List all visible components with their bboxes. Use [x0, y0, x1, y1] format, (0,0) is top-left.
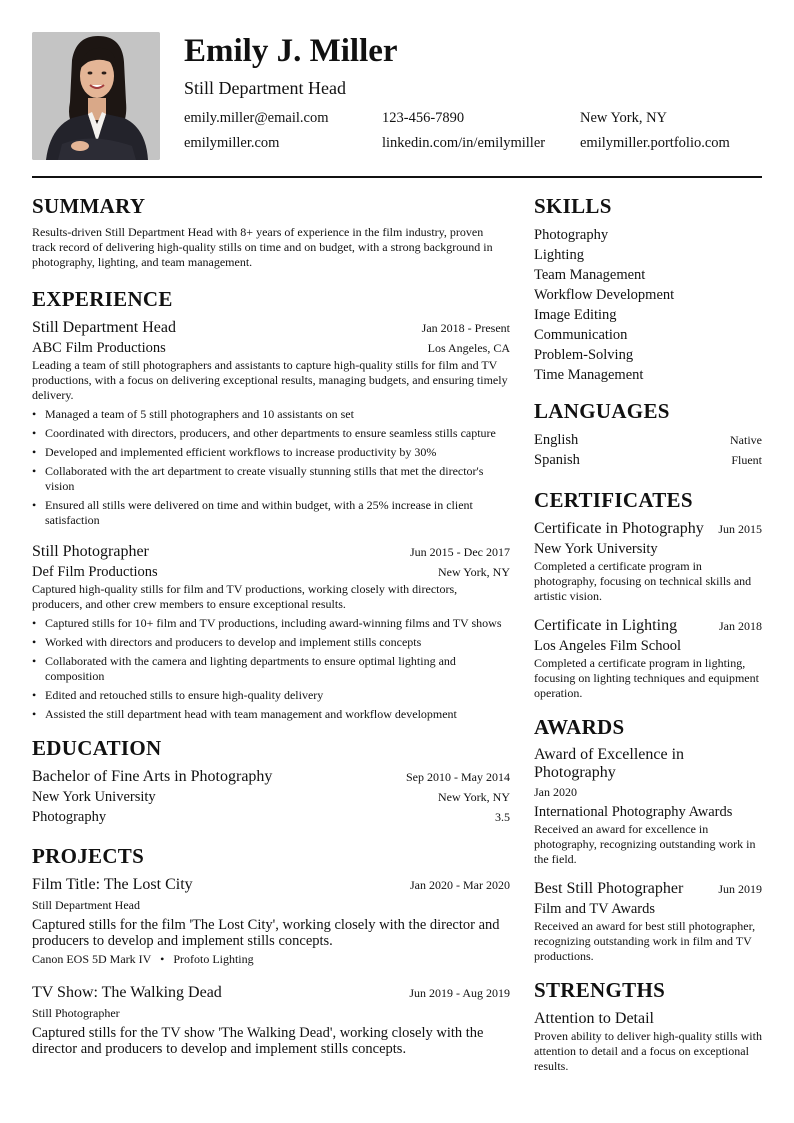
- list-item: • Worked with directors and producers to develop and implement stills concepts: [32, 635, 510, 650]
- certificate-description: Completed a certificate program in lighting, focusing on lighting techniques and equipment operation.: [534, 656, 759, 700]
- portfolio-link[interactable]: emilymiller.portfolio.com: [580, 135, 730, 151]
- list-item: • Developed and implemented efficient workflows to increase productivity by 30%: [32, 445, 510, 460]
- certificate-date: Jan 2018: [719, 619, 762, 633]
- skill-item: Lighting: [534, 247, 584, 263]
- website-link[interactable]: emilymiller.com: [184, 135, 280, 151]
- candidate-name: Emily J. Miller: [184, 33, 398, 69]
- certificate-issuer: New York University: [534, 541, 658, 557]
- award-description: Received an award for excellence in photography, recognizing outstanding work in the field.: [534, 822, 756, 866]
- strengths-heading: STRENGTHS: [534, 978, 666, 1002]
- job-location: New York, NY: [437, 565, 510, 579]
- skills-heading: SKILLS: [534, 194, 612, 218]
- experience-heading: EXPERIENCE: [32, 287, 173, 311]
- languages-section: [534, 399, 762, 470]
- job-location: Los Angeles, CA: [427, 341, 510, 355]
- project-description: Captured stills for the TV show 'The Walking Dead', working closely with the director and producers to develop and implement stills concepts.: [32, 1025, 484, 1057]
- certificates-section: [534, 488, 762, 701]
- tool-tag: Canon EOS 5D Mark IV: [32, 952, 152, 966]
- job-company: ABC Film Productions: [32, 340, 166, 356]
- job-bullets: [32, 616, 510, 722]
- award-item: [534, 746, 762, 867]
- separator-dot: •: [154, 952, 171, 966]
- project-dates: Jan 2020 - Mar 2020: [410, 878, 510, 892]
- language-item: [534, 450, 762, 470]
- email-link[interactable]: emily.miller@email.com: [184, 110, 329, 126]
- skill-item: Time Management: [534, 367, 644, 383]
- resume-header: [32, 32, 762, 160]
- project-item: [32, 983, 510, 1057]
- job-dates: Jan 2018 - Present: [421, 321, 510, 335]
- award-name: Award of Excellence in Photography: [534, 746, 685, 781]
- award-name: Best Still Photographer: [534, 880, 684, 897]
- certificate-name: Certificate in Lighting: [534, 617, 678, 634]
- job-dates: Jun 2015 - Dec 2017: [410, 545, 510, 559]
- job-description: Leading a team of still photographers and assistants to capture high-quality stills for film and TV productions, with a focus on delivering exceptional results, managing budgets, and ensuring timely delivery.: [32, 358, 508, 402]
- award-issuer: International Photography Awards: [534, 804, 733, 820]
- project-role: Still Department Head: [32, 898, 140, 912]
- project-role: Still Photographer: [32, 1006, 120, 1020]
- list-item: • Captured stills for 10+ film and TV productions, including award-winning films and TV shows: [32, 616, 510, 631]
- phone-number: 123-456-7890: [382, 110, 465, 126]
- certificate-name: Certificate in Photography: [534, 520, 704, 537]
- skill-item: Problem-Solving: [534, 347, 634, 363]
- skill-item: Communication: [534, 327, 628, 343]
- certificate-date: Jun 2015: [718, 522, 762, 536]
- degree-title: Bachelor of Fine Arts in Photography: [32, 768, 273, 785]
- job-bullets: [32, 407, 510, 528]
- experience-item: [32, 318, 510, 528]
- left-column: [32, 194, 510, 1071]
- project-title: Film Title: The Lost City: [32, 876, 193, 893]
- job-title: Still Department Head: [32, 319, 176, 336]
- list-item: • Assisted the still department head with team management and workflow development: [32, 707, 510, 722]
- job-company: Def Film Productions: [32, 564, 158, 580]
- language-level: Native: [730, 433, 762, 447]
- award-date: Jan 2020: [534, 785, 577, 799]
- language-item: [534, 430, 762, 450]
- profile-photo: [32, 32, 160, 160]
- award-issuer: Film and TV Awards: [534, 901, 655, 917]
- certificate-item: [534, 616, 762, 701]
- project-dates: Jun 2019 - Aug 2019: [409, 986, 510, 1000]
- strengths-section: [534, 978, 762, 1074]
- language-level: Fluent: [731, 453, 762, 467]
- language-name: English: [534, 432, 579, 448]
- projects-section: [32, 844, 510, 1057]
- header-divider: [32, 176, 762, 178]
- award-description: Received an award for best still photographer, recognizing outstanding work in film and TV productions.: [534, 919, 756, 963]
- education-dates: Sep 2010 - May 2014: [406, 770, 510, 784]
- summary-section: [32, 194, 510, 270]
- certificate-item: [534, 519, 762, 604]
- education-location: New York, NY: [437, 790, 510, 804]
- list-item: • Coordinated with directors, producers, and other departments to ensure seamless stills capture: [32, 426, 510, 441]
- linkedin-link[interactable]: linkedin.com/in/emilymiller: [382, 135, 546, 151]
- field-of-study: Photography: [32, 809, 107, 825]
- awards-heading: AWARDS: [534, 715, 625, 739]
- project-description: Captured stills for the film 'The Lost City', working closely with the director and producers to develop and implement stills concepts.: [32, 917, 500, 949]
- project-title: TV Show: The Walking Dead: [32, 984, 222, 1001]
- experience-item: [32, 542, 510, 722]
- language-name: Spanish: [534, 452, 580, 468]
- list-item: • Ensured all stills were delivered on time and within budget, with a 25% increase in client satisfaction: [32, 498, 510, 528]
- profile-photo-image: [32, 32, 160, 160]
- certificate-description: Completed a certificate program in photography, focusing on technical skills and artistic vision.: [534, 559, 752, 603]
- skill-item: Workflow Development: [534, 287, 675, 303]
- project-item: [32, 875, 510, 969]
- location-text: New York, NY: [580, 110, 668, 126]
- job-description: Captured high-quality stills for film and TV productions, working closely with directors, producers, and other crew members to ensure exceptional results.: [32, 582, 458, 611]
- experience-section: [32, 287, 510, 722]
- list-item: • Collaborated with the art department to create visually stunning stills that met the director's vision: [32, 464, 510, 494]
- list-item: • Edited and retouched stills to ensure high-quality delivery: [32, 688, 510, 703]
- candidate-title: Still Department Head: [184, 78, 346, 98]
- summary-text: Results-driven Still Department Head with 8+ years of experience in the film industry, proven track record of delivering high-quality stills on time and on budget, with a strong background in photography, lighting, and team management.: [32, 225, 493, 269]
- list-item: • Collaborated with the camera and lighting departments to ensure optimal lighting and composition: [32, 654, 510, 684]
- skill-item: Image Editing: [534, 307, 617, 323]
- skills-section: [534, 194, 762, 385]
- school-name: New York University: [32, 789, 156, 805]
- award-date: Jun 2019: [718, 882, 762, 896]
- languages-heading: LANGUAGES: [534, 399, 670, 423]
- skill-item: Team Management: [534, 267, 646, 283]
- list-item: • Managed a team of 5 still photographers and 10 assistants on set: [32, 407, 510, 422]
- strength-description: Proven ability to deliver high-quality stills with attention to detail and a focus on exceptional results.: [534, 1029, 762, 1073]
- gpa-value: 3.5: [495, 810, 510, 824]
- summary-heading: SUMMARY: [32, 194, 146, 218]
- certificates-heading: CERTIFICATES: [534, 488, 693, 512]
- award-item: [534, 879, 762, 964]
- project-tools: [32, 949, 510, 969]
- job-title: Still Photographer: [32, 543, 149, 560]
- right-column: [534, 194, 762, 1088]
- tool-tag: Profoto Lighting: [173, 952, 254, 966]
- strength-name: Attention to Detail: [534, 1010, 654, 1027]
- education-heading: EDUCATION: [32, 736, 162, 760]
- projects-heading: PROJECTS: [32, 844, 145, 868]
- skill-item: Photography: [534, 227, 609, 243]
- education-section: [32, 736, 510, 827]
- awards-section: [534, 715, 762, 964]
- certificate-issuer: Los Angeles Film School: [534, 638, 682, 654]
